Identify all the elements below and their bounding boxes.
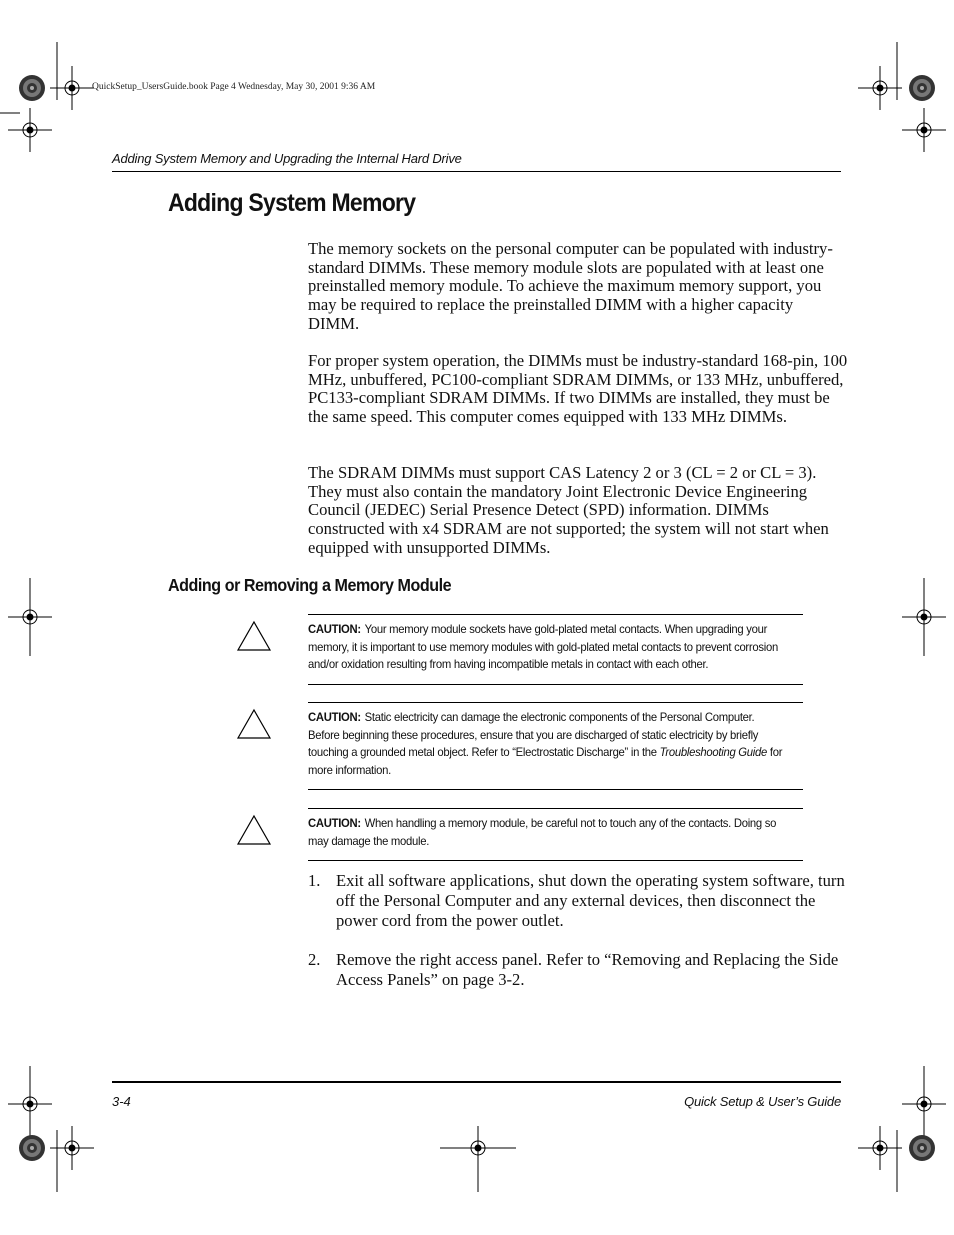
caution-bottom-rule xyxy=(308,789,803,790)
page-title: Adding System Memory xyxy=(168,189,416,217)
caution-top-rule xyxy=(308,614,803,615)
header-rule xyxy=(112,171,841,172)
troubleshooting-guide-reference: Troubleshooting Guide xyxy=(659,745,768,759)
caution-bottom-rule xyxy=(308,860,803,861)
paragraph-1: The memory sockets on the personal computer can be populated with industry-standard DIMMs. These memory module slots are populated with at least one preinstalled memory module. To achieve the maximum memory support, you may be required to replace the preinstalled DIMM with a higher capacity DIMM. xyxy=(308,239,833,333)
caution-triangle-icon xyxy=(236,708,272,740)
print-slug: QuickSetup_UsersGuide.book Page 4 Wednesday, May 30, 2001 9:36 AM xyxy=(92,82,376,92)
caution-text-2 xyxy=(308,709,783,779)
footer-title: Quick Setup & User’s Guide xyxy=(684,1094,841,1109)
step-number: 2. xyxy=(308,950,321,969)
caution-top-rule xyxy=(308,702,803,703)
caution-box-1 xyxy=(308,614,803,686)
paragraph-3: The SDRAM DIMMs must support CAS Latency 2 or 3 (CL = 2 or CL = 3). They must also contain the mandatory Joint Electronic Device Engineering Council (JEDEC) Serial Presence Detect (SPD) information. DIMMs constructed with x4 SDRAM are not supported; the system will not start when equipped with unsupported DIMMs. xyxy=(308,463,829,557)
running-head: Adding System Memory and Upgrading the Internal Hard Drive xyxy=(112,151,462,166)
step-text: Exit all software applications, shut down the operating system software, turn off the Personal Computer and any external devices, then disconnect the power cord from the power outlet. xyxy=(336,871,845,930)
caution-body: Static electricity can damage the electronic components of the Personal Computer. Before beginning these procedures, ensure that you are discharged of static electricity by briefly touching a grounded metal object. Refer to “Electrostatic Discharge” in the xyxy=(308,710,759,759)
caution-label: CAUTION: xyxy=(308,710,361,724)
caution-box-3 xyxy=(308,808,803,862)
caution-body: Your memory module sockets have gold-plated metal contacts. When upgrading your memory, it is important to use memory modules with gold-plated metal contacts to prevent corrosion and/or oxidation resulting from having incompatible metals in contact with each other. xyxy=(308,622,778,671)
caution-triangle-icon xyxy=(236,814,272,846)
step-number: 1. xyxy=(308,871,321,890)
footer-rule xyxy=(112,1081,841,1083)
caution-text-1 xyxy=(308,621,783,674)
section-heading: Adding or Removing a Memory Module xyxy=(168,575,452,595)
caution-label: CAUTION: xyxy=(308,622,361,636)
caution-triangle-icon xyxy=(236,620,272,652)
caution-text-3 xyxy=(308,815,783,850)
caution-label: CAUTION: xyxy=(308,816,361,830)
caution-bottom-rule xyxy=(308,684,803,685)
paragraph-2: For proper system operation, the DIMMs must be industry-standard 168-pin, 100 MHz, unbuffered, PC100-compliant SDRAM DIMMs, or 133 MHz, unbuffered, PC133-compliant SDRAM DIMMs. If two DIMMs are installed, they must be the same speed. This computer comes equipped with 133 MHz DIMMs. xyxy=(308,351,848,427)
page-number: 3-4 xyxy=(112,1094,131,1109)
step-text: Remove the right access panel. Refer to “Removing and Replacing the Side Access Panels” on page 3-2. xyxy=(336,950,839,989)
caution-body: When handling a memory module, be careful not to touch any of the contacts. Doing so may damage the module. xyxy=(308,816,777,848)
caution-box-2 xyxy=(308,702,803,792)
caution-top-rule xyxy=(308,808,803,809)
caution-body-end: for more information. xyxy=(308,745,783,777)
